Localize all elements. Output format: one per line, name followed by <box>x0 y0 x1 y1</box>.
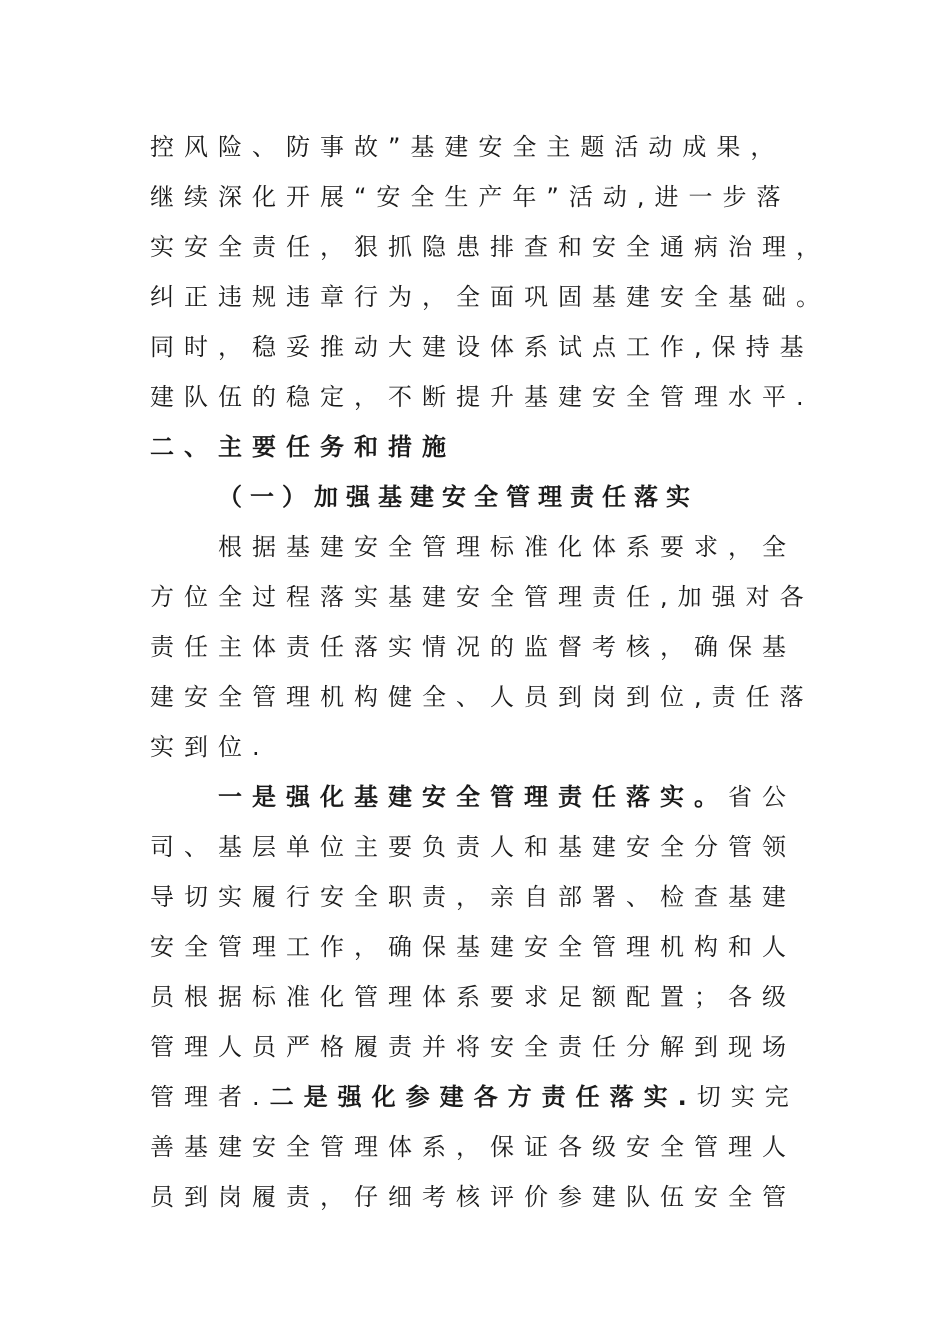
paragraph-line: 方位全过程落实基建安全管理责任,加强对各 <box>150 583 814 611</box>
lead-rest: 省公 <box>728 783 796 811</box>
bold-lead: 二是强化参建各方责任落实. <box>269 1083 697 1111</box>
paragraph-line <box>218 777 878 817</box>
body-line: 同时，稳妥推动大建设体系试点工作,保持基 <box>150 333 814 361</box>
bold-lead: 一是强化基建安全管理责任落实。 <box>218 783 728 811</box>
paragraph-line: 管理人员严格履责并将安全责任分解到现场 <box>150 1033 796 1061</box>
paragraph-line: 司、基层单位主要负责人和基建安全分管领 <box>150 833 796 861</box>
body-line: 控风险、防事故”基建安全主题活动成果， <box>150 133 785 161</box>
body-line: 建队伍的稳定，不断提升基建安全管理水平. <box>150 383 814 411</box>
paragraph-line: 善基建安全管理体系，保证各级安全管理人 <box>150 1133 796 1161</box>
mixed-start: 管理者. <box>150 1083 270 1111</box>
body-line: 实安全责任，狠抓隐患排查和安全通病治理， <box>150 233 830 261</box>
paragraph-line: 员根据标准化管理体系要求足额配置；各级 <box>150 983 796 1011</box>
paragraph-line: 实到位. <box>150 733 270 761</box>
paragraph-line: 员到岗履责，仔细考核评价参建队伍安全管 <box>150 1183 796 1211</box>
sub-heading: （一）加强基建安全管理责任落实 <box>218 483 698 511</box>
body-line: 继续深化开展“安全生产年”活动,进一步落 <box>150 183 791 211</box>
paragraph-line <box>150 1077 810 1117</box>
body-line: 纠正违规违章行为，全面巩固基建安全基础。 <box>150 283 830 311</box>
paragraph-line: 建安全管理机构健全、人员到岗到位,责任落 <box>150 683 814 711</box>
paragraph-line: 安全管理工作，确保基建安全管理机构和人 <box>150 933 796 961</box>
paragraph-line: 根据基建安全管理标准化体系要求，全 <box>218 533 796 561</box>
paragraph-line: 责任主体责任落实情况的监督考核，确保基 <box>150 633 796 661</box>
mixed-end: 切实完 <box>696 1083 799 1111</box>
section-heading: 二、主要任务和措施 <box>150 433 456 461</box>
paragraph-line: 导切实履行安全职责，亲自部署、检查基建 <box>150 883 796 911</box>
